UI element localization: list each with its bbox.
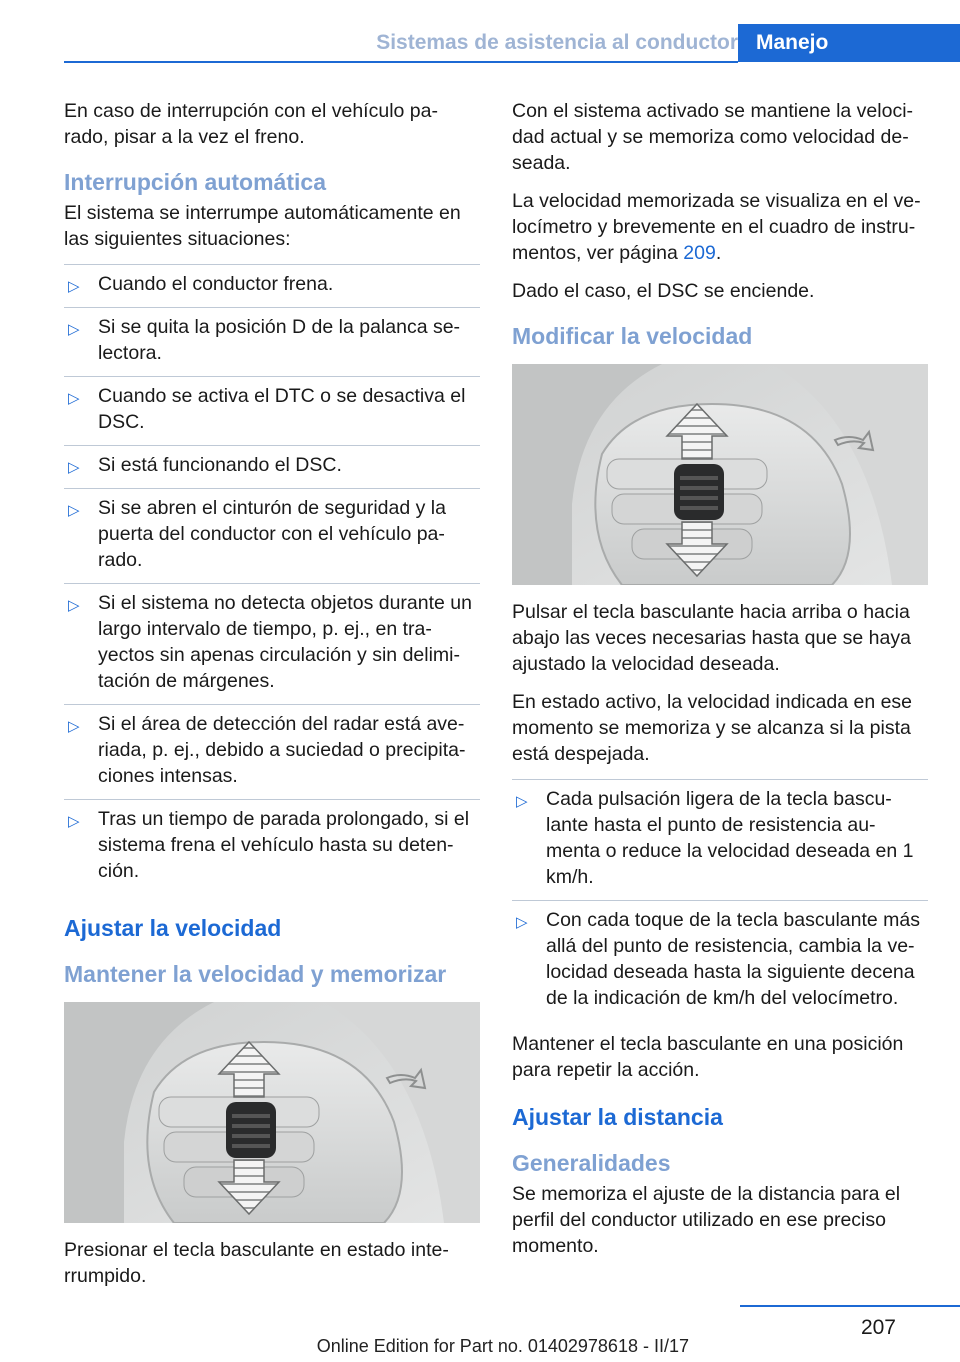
- list-item: [64, 264, 480, 307]
- list-item-text: Si se abren el cinturón de seguridad y la puerta del conductor con el vehículo pa- rado.: [98, 497, 446, 571]
- page-header: [64, 24, 960, 62]
- dsc-paragraph: Dado el caso, el DSC se enciende.: [512, 280, 815, 302]
- list-item: [512, 779, 928, 900]
- triangle-bullet-icon: ▷: [68, 321, 80, 338]
- list-item: [64, 583, 480, 704]
- heading-adjust-distance: Ajustar la distancia: [512, 1104, 723, 1130]
- triangle-bullet-icon: ▷: [68, 813, 80, 830]
- list-item-text: Cuando el conductor frena.: [98, 273, 334, 295]
- right-column: [512, 98, 928, 1271]
- list-item-text: Con cada toque de la tecla basculante más allá del punto de resistencia, cambia la ve- locidad deseada hasta la siguiente decena de la indicación de km/h del velocímetro.: [546, 909, 920, 1009]
- header-chapter-tab: Manejo: [738, 24, 960, 62]
- memorized-speed-end: .: [715, 242, 722, 264]
- page-number: 207: [860, 1316, 896, 1339]
- steering-wheel-rocker-photo: [64, 1002, 480, 1223]
- triangle-bullet-icon: ▷: [68, 502, 80, 519]
- list-item: [64, 704, 480, 799]
- triangle-bullet-icon: ▷: [68, 459, 80, 476]
- heading-modify-speed: Modificar la velocidad: [512, 323, 753, 349]
- list-item: [64, 376, 480, 445]
- header-section-title: Sistemas de asistencia al conductor: [376, 31, 738, 54]
- footer-rule: [740, 1305, 960, 1307]
- modify-speed-text: Pulsar el tecla basculante hacia arriba o hacia abajo las veces necesarias hasta que se haya ajustado la velocidad deseada.: [512, 601, 911, 675]
- keep-speed-text: Presionar el tecla basculante en estado inte- rrumpido.: [64, 1239, 449, 1287]
- page-reference-link[interactable]: 209: [683, 242, 716, 264]
- speed-step-list: [512, 779, 928, 1021]
- triangle-bullet-icon: ▷: [68, 718, 80, 735]
- active-system-paragraph: Con el sistema activado se mantiene la veloci- dad actual y se memoriza como velocidad de- seada.: [512, 100, 914, 174]
- list-item: [64, 307, 480, 376]
- list-item-text: Tras un tiempo de parada prolongado, si el sistema frena el vehículo hasta su deten- ción.: [98, 808, 470, 882]
- list-item-text: Si el área de detección del radar está ave- riada, p. ej., debido a suciedad o precipita- ciones intensas.: [98, 713, 466, 787]
- active-state-text: En estado activo, la velocidad indicada en ese momento se memoriza y se alcanza si la pista está despejada.: [512, 691, 913, 765]
- triangle-bullet-icon: ▷: [68, 390, 80, 407]
- list-item: [64, 445, 480, 488]
- memorized-speed-paragraph: [512, 188, 928, 266]
- memorized-speed-text: La velocidad memorizada se visualiza en el ve- locímetro y brevemente en el cuadro de instru- mentos, ver página: [512, 190, 921, 264]
- triangle-bullet-icon: ▷: [516, 793, 528, 810]
- list-item-text: Cada pulsación ligera de la tecla bascu- lante hasta el punto de resistencia au- menta o reduce la velocidad deseada en 1 km/h.: [546, 788, 914, 888]
- edition-note: Online Edition for Part no. 01402978618 - II/17: [316, 1336, 689, 1356]
- list-item-text: Si el sistema no detecta objetos durante un largo intervalo de tiempo, p. ej., en tra- yectos sin apenas circulación y sin delimi- tación de márgenes.: [98, 592, 472, 692]
- heading-keep-speed: Mantener la velocidad y memorizar: [64, 961, 447, 987]
- rocker-switch-illustration: [512, 364, 928, 585]
- left-column: [64, 98, 480, 1301]
- steering-wheel-rocker-photo: [512, 364, 928, 585]
- list-item: [64, 799, 480, 894]
- triangle-bullet-icon: ▷: [516, 914, 528, 931]
- general-text: Se memoriza el ajuste de la distancia para el perfil del conductor utilizado en ese preciso momento.: [512, 1183, 901, 1257]
- triangle-bullet-icon: ▷: [68, 278, 80, 295]
- intro-paragraph: En caso de interrupción con el vehículo pa- rado, pisar a la vez el freno.: [64, 100, 438, 148]
- rocker-switch-illustration: [64, 1002, 480, 1223]
- heading-automatic-interruption: Interrupción automática: [64, 169, 326, 195]
- list-item-text: Si está funcionando el DSC.: [98, 454, 342, 476]
- hold-rocker-text: Mantener el tecla basculante en una posición para repetir la acción.: [512, 1033, 904, 1081]
- list-item-text: Cuando se activa el DTC o se desactiva el DSC.: [98, 385, 466, 433]
- list-item-text: Si se quita la posición D de la palanca se- lectora.: [98, 316, 461, 364]
- automatic-interruption-text: El sistema se interrumpe automáticamente en las siguientes situaciones:: [64, 202, 461, 250]
- interruption-list: [64, 264, 480, 894]
- heading-adjust-speed: Ajustar la velocidad: [64, 915, 282, 941]
- list-item: [512, 900, 928, 1021]
- heading-general: Generalidades: [512, 1150, 671, 1176]
- triangle-bullet-icon: ▷: [68, 597, 80, 614]
- list-item: [64, 488, 480, 583]
